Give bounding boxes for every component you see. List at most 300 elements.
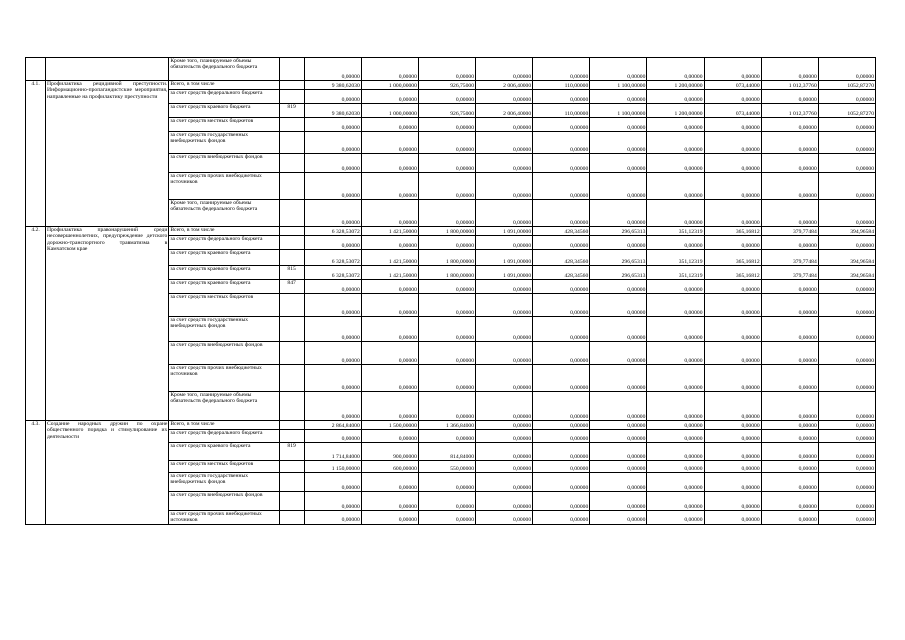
- budget-code: [279, 317, 304, 342]
- amount-year: 0,00000: [647, 58, 704, 81]
- amount-year: 0,00000: [361, 200, 418, 227]
- amount-year: 296,65313: [590, 227, 647, 236]
- amount-total: 0,00000: [304, 236, 361, 250]
- amount-year: 0,00000: [590, 118, 647, 132]
- amount-year: 0,00000: [533, 154, 590, 173]
- amount-total: 0,00000: [304, 511, 361, 525]
- amount-year: 0,00000: [590, 392, 647, 421]
- amount-total: 0,00000: [304, 280, 361, 294]
- amount-year: 0,00000: [476, 392, 533, 421]
- funding-source: Всего, в том числе: [169, 227, 279, 236]
- amount-year: 0,00000: [361, 58, 418, 81]
- amount-year: 0,00000: [418, 365, 475, 392]
- amount-year: 0,00000: [704, 461, 761, 473]
- amount-year: 0,00000: [476, 365, 533, 392]
- amount-year: 0,00000: [476, 342, 533, 365]
- amount-year: 0,00000: [418, 132, 475, 154]
- amount-year: 0,00000: [361, 294, 418, 317]
- amount-year: 0,00000: [533, 90, 590, 104]
- funding-source: Кроме того, планируемые объемы обязательств федерального бюджета: [169, 392, 279, 421]
- amount-year: 1 200,00000: [647, 81, 704, 90]
- amount-year: 296,65313: [590, 250, 647, 266]
- amount-year: 0,00000: [418, 58, 475, 81]
- amount-year: 0,00000: [590, 58, 647, 81]
- amount-year: 0,00000: [818, 132, 875, 154]
- funding-source: Всего, в том числе: [169, 81, 279, 90]
- amount-total: 0,00000: [304, 365, 361, 392]
- amount-year: 0,00000: [704, 90, 761, 104]
- budget-code: [279, 492, 304, 511]
- amount-year: 351,12319: [647, 227, 704, 236]
- amount-year: 0,00000: [590, 317, 647, 342]
- amount-total: 0,00000: [304, 392, 361, 421]
- funding-source: за счет средств федерального бюджета: [169, 236, 279, 250]
- amount-year: 0,00000: [704, 118, 761, 132]
- budget-code: [279, 132, 304, 154]
- amount-year: 0,00000: [818, 236, 875, 250]
- amount-year: 0,00000: [647, 236, 704, 250]
- amount-year: 428,34560: [533, 250, 590, 266]
- budget-code: 815: [279, 266, 304, 280]
- amount-year: 0,00000: [647, 118, 704, 132]
- amount-year: 1 200,00000: [647, 104, 704, 118]
- amount-year: 0,00000: [704, 443, 761, 461]
- amount-total: 0,00000: [304, 473, 361, 492]
- amount-year: 0,00000: [647, 200, 704, 227]
- amount-year: 0,00000: [361, 342, 418, 365]
- amount-year: 0,00000: [761, 173, 818, 200]
- amount-year: 0,00000: [476, 58, 533, 81]
- amount-year: 0,00000: [761, 118, 818, 132]
- amount-year: 0,00000: [704, 132, 761, 154]
- amount-year: 0,00000: [418, 342, 475, 365]
- amount-year: 351,12319: [647, 266, 704, 280]
- amount-year: 0,00000: [704, 421, 761, 430]
- amount-year: 0,00000: [418, 90, 475, 104]
- funding-source: за счет средств внебюджетных фондов: [169, 492, 279, 511]
- amount-year: 0,00000: [647, 492, 704, 511]
- amount-year: 0,00000: [476, 461, 533, 473]
- amount-year: 0,00000: [647, 443, 704, 461]
- amount-year: 0,00000: [418, 430, 475, 443]
- budget-code: 819: [279, 443, 304, 461]
- budget-code: [279, 511, 304, 525]
- amount-year: 0,00000: [761, 443, 818, 461]
- amount-year: 0,00000: [418, 173, 475, 200]
- amount-year: 0,00000: [533, 461, 590, 473]
- amount-year: 0,00000: [590, 511, 647, 525]
- amount-year: 0,00000: [590, 365, 647, 392]
- amount-year: 0,00000: [418, 492, 475, 511]
- amount-year: 0,00000: [761, 421, 818, 430]
- amount-year: 1 100,00000: [590, 81, 647, 90]
- amount-year: 1 800,00000: [418, 250, 475, 266]
- funding-source: за счет средств прочих внебюджетных источников: [169, 365, 279, 392]
- amount-year: 0,00000: [590, 461, 647, 473]
- item-number: 4.3.: [26, 421, 46, 525]
- amount-total: 9 380,62030: [304, 81, 361, 90]
- item-number: [26, 58, 46, 81]
- amount-year: 0,00000: [761, 430, 818, 443]
- amount-year: 0,00000: [818, 511, 875, 525]
- amount-year: 0,00000: [590, 154, 647, 173]
- amount-year: 0,00000: [418, 118, 475, 132]
- amount-year: 1 421,50000: [361, 250, 418, 266]
- funding-source: Всего, в том числе: [169, 421, 279, 430]
- funding-source: за счет средств государственных внебюджетных фондов: [169, 132, 279, 154]
- amount-year: 0,00000: [704, 294, 761, 317]
- amount-year: 0,00000: [761, 200, 818, 227]
- funding-source: за счет средств государственных внебюджетных фондов: [169, 473, 279, 492]
- amount-total: 0,00000: [304, 342, 361, 365]
- funding-source: Кроме того, планируемые объемы обязательств федерального бюджета: [169, 200, 279, 227]
- budget-code: [279, 236, 304, 250]
- amount-year: 0,00000: [418, 200, 475, 227]
- amount-year: 0,00000: [647, 365, 704, 392]
- amount-year: 0,00000: [818, 461, 875, 473]
- amount-year: 0,00000: [647, 132, 704, 154]
- amount-year: 0,00000: [590, 200, 647, 227]
- amount-year: 926,75000: [418, 81, 475, 90]
- funding-source: за счет средств краевого бюджета: [169, 280, 279, 294]
- budget-code: [279, 461, 304, 473]
- amount-total: 0,00000: [304, 294, 361, 317]
- budget-code: 819: [279, 104, 304, 118]
- budget-code: [279, 421, 304, 430]
- amount-year: 0,00000: [476, 430, 533, 443]
- amount-year: 0,00000: [818, 294, 875, 317]
- amount-year: 0,00000: [761, 294, 818, 317]
- amount-year: 0,00000: [704, 236, 761, 250]
- amount-year: 0,00000: [818, 280, 875, 294]
- amount-year: 073,44000: [704, 104, 761, 118]
- amount-year: 0,00000: [761, 511, 818, 525]
- amount-total: 1 714,84000: [304, 443, 361, 461]
- amount-total: 0,00000: [304, 173, 361, 200]
- amount-year: 0,00000: [647, 317, 704, 342]
- amount-year: 428,34560: [533, 266, 590, 280]
- amount-year: 0,00000: [533, 58, 590, 81]
- amount-year: 0,00000: [761, 461, 818, 473]
- table-row: [26, 58, 876, 81]
- amount-year: 0,00000: [533, 443, 590, 461]
- amount-year: 600,00000: [361, 461, 418, 473]
- amount-year: 0,00000: [476, 173, 533, 200]
- amount-year: 0,00000: [361, 154, 418, 173]
- amount-year: 0,00000: [704, 492, 761, 511]
- amount-year: 1 421,50000: [361, 227, 418, 236]
- amount-year: 1 091,00000: [476, 266, 533, 280]
- amount-year: 0,00000: [533, 511, 590, 525]
- budget-code: [279, 58, 304, 81]
- amount-year: 0,00000: [818, 421, 875, 430]
- amount-year: 0,00000: [533, 236, 590, 250]
- amount-year: 0,00000: [476, 118, 533, 132]
- amount-year: 0,00000: [533, 317, 590, 342]
- amount-year: 0,00000: [761, 473, 818, 492]
- amount-year: 0,00000: [590, 342, 647, 365]
- amount-year: 0,00000: [818, 200, 875, 227]
- amount-year: 1 366,84000: [418, 421, 475, 430]
- amount-year: 0,00000: [818, 317, 875, 342]
- amount-year: 0,00000: [818, 342, 875, 365]
- amount-year: 0,00000: [590, 443, 647, 461]
- amount-year: 0,00000: [418, 511, 475, 525]
- amount-year: 0,00000: [476, 317, 533, 342]
- amount-year: 0,00000: [761, 132, 818, 154]
- funding-source: за счет средств государственных внебюджетных фондов: [169, 317, 279, 342]
- amount-year: 1 000,00000: [361, 104, 418, 118]
- amount-year: 0,00000: [761, 58, 818, 81]
- amount-total: 6 328,53072: [304, 250, 361, 266]
- amount-year: 0,00000: [590, 430, 647, 443]
- amount-year: 1 000,00000: [361, 81, 418, 90]
- amount-total: 9 380,62030: [304, 104, 361, 118]
- amount-year: 0,00000: [761, 90, 818, 104]
- amount-year: 0,00000: [818, 58, 875, 81]
- amount-year: 0,00000: [761, 317, 818, 342]
- budget-code: [279, 200, 304, 227]
- amount-year: 0,00000: [590, 90, 647, 104]
- amount-year: 0,00000: [361, 365, 418, 392]
- amount-year: 0,00000: [361, 430, 418, 443]
- item-number: 4.1.: [26, 81, 46, 227]
- amount-year: 0,00000: [647, 342, 704, 365]
- amount-total: 0,00000: [304, 317, 361, 342]
- amount-year: 0,00000: [361, 280, 418, 294]
- table-row: [26, 81, 876, 90]
- amount-year: 0,00000: [704, 342, 761, 365]
- budget-code: [279, 154, 304, 173]
- funding-source: за счет средств местных бюджетов: [169, 118, 279, 132]
- amount-year: 0,00000: [647, 173, 704, 200]
- amount-year: 0,00000: [647, 461, 704, 473]
- amount-year: 0,00000: [761, 154, 818, 173]
- amount-year: 296,65313: [590, 266, 647, 280]
- amount-year: 0,00000: [533, 173, 590, 200]
- amount-total: 1 150,00000: [304, 461, 361, 473]
- amount-year: 0,00000: [476, 90, 533, 104]
- amount-year: 0,00000: [818, 118, 875, 132]
- amount-year: 0,00000: [704, 473, 761, 492]
- budget-code: 847: [279, 280, 304, 294]
- amount-total: 0,00000: [304, 154, 361, 173]
- amount-year: 0,00000: [533, 280, 590, 294]
- amount-year: 0,00000: [818, 365, 875, 392]
- amount-year: 0,00000: [361, 492, 418, 511]
- item-name: [46, 58, 169, 81]
- amount-year: 0,00000: [361, 132, 418, 154]
- amount-year: 0,00000: [704, 200, 761, 227]
- funding-source: за счет средств краевого бюджета: [169, 266, 279, 280]
- amount-year: 0,00000: [704, 392, 761, 421]
- amount-year: 0,00000: [361, 473, 418, 492]
- amount-year: 0,00000: [590, 294, 647, 317]
- amount-year: 0,00000: [418, 280, 475, 294]
- amount-year: 1 500,00000: [361, 421, 418, 430]
- amount-year: 0,00000: [704, 430, 761, 443]
- amount-year: 379,77484: [761, 250, 818, 266]
- amount-year: 0,00000: [818, 392, 875, 421]
- budget-code: [279, 473, 304, 492]
- amount-year: 0,00000: [361, 90, 418, 104]
- amount-year: 0,00000: [476, 492, 533, 511]
- funding-source: за счет средств федерального бюджета: [169, 90, 279, 104]
- amount-year: 0,00000: [590, 173, 647, 200]
- budget-code: [279, 90, 304, 104]
- amount-year: 0,00000: [590, 236, 647, 250]
- funding-source: за счет средств федерального бюджета: [169, 430, 279, 443]
- amount-year: 1 100,00000: [590, 104, 647, 118]
- amount-year: 110,00000: [533, 104, 590, 118]
- amount-year: 0,00000: [761, 392, 818, 421]
- amount-year: 0,00000: [761, 342, 818, 365]
- item-name: Профилактика правонарушений среди несовершеннолетних, предупреждение детского дорожно-транспортного травматизма в Камчатском крае: [46, 227, 169, 421]
- budget-code: [279, 392, 304, 421]
- amount-year: 394,96584: [818, 250, 875, 266]
- budget-code: [279, 430, 304, 443]
- amount-year: 0,00000: [818, 90, 875, 104]
- funding-source: за счет средств местных бюджетов: [169, 294, 279, 317]
- amount-year: 0,00000: [533, 132, 590, 154]
- amount-year: 0,00000: [590, 280, 647, 294]
- amount-year: 0,00000: [361, 392, 418, 421]
- amount-year: 0,00000: [476, 473, 533, 492]
- amount-year: 0,00000: [476, 132, 533, 154]
- amount-year: 0,00000: [704, 511, 761, 525]
- amount-year: 0,00000: [818, 492, 875, 511]
- amount-year: 2 006,40000: [476, 104, 533, 118]
- amount-year: 0,00000: [761, 365, 818, 392]
- amount-year: 0,00000: [704, 280, 761, 294]
- amount-total: 0,00000: [304, 132, 361, 154]
- amount-year: 0,00000: [533, 473, 590, 492]
- amount-year: 550,00000: [418, 461, 475, 473]
- amount-year: 0,00000: [761, 280, 818, 294]
- amount-year: 1 091,00000: [476, 250, 533, 266]
- amount-year: 0,00000: [533, 365, 590, 392]
- budget-table-body: [26, 58, 876, 525]
- amount-year: 0,00000: [361, 511, 418, 525]
- amount-year: 0,00000: [761, 236, 818, 250]
- amount-year: 0,00000: [647, 473, 704, 492]
- amount-year: 1052,87270: [818, 81, 875, 90]
- amount-year: 0,00000: [361, 236, 418, 250]
- amount-total: 0,00000: [304, 200, 361, 227]
- funding-source: за счет средств внебюджетных фондов: [169, 342, 279, 365]
- amount-year: 0,00000: [647, 294, 704, 317]
- budget-code: [279, 294, 304, 317]
- amount-year: 0,00000: [647, 421, 704, 430]
- amount-year: 0,00000: [361, 173, 418, 200]
- amount-year: 0,00000: [647, 392, 704, 421]
- amount-year: 0,00000: [476, 236, 533, 250]
- amount-year: 0,00000: [476, 421, 533, 430]
- amount-year: 0,00000: [533, 392, 590, 421]
- amount-year: 0,00000: [476, 294, 533, 317]
- budget-code: [279, 342, 304, 365]
- amount-year: 0,00000: [418, 473, 475, 492]
- funding-source: за счет средств прочих внебюджетных источников: [169, 173, 279, 200]
- amount-year: 394,96584: [818, 266, 875, 280]
- funding-source: за счет средств краевого бюджета: [169, 443, 279, 461]
- amount-year: 0,00000: [590, 473, 647, 492]
- amount-year: 110,00000: [533, 81, 590, 90]
- amount-year: 0,00000: [704, 154, 761, 173]
- amount-total: 6 328,53072: [304, 227, 361, 236]
- amount-year: 0,00000: [533, 294, 590, 317]
- item-number: 4.2.: [26, 227, 46, 421]
- amount-year: 0,00000: [647, 154, 704, 173]
- amount-year: 0,00000: [590, 492, 647, 511]
- amount-year: 0,00000: [476, 280, 533, 294]
- amount-year: 0,00000: [476, 443, 533, 461]
- amount-year: 0,00000: [476, 200, 533, 227]
- amount-year: 0,00000: [590, 132, 647, 154]
- amount-year: 365,16812: [704, 250, 761, 266]
- amount-year: 0,00000: [647, 280, 704, 294]
- amount-year: 365,16812: [704, 266, 761, 280]
- funding-source: за счет средств краевого бюджета: [169, 104, 279, 118]
- amount-year: 0,00000: [818, 430, 875, 443]
- amount-year: 0,00000: [704, 173, 761, 200]
- amount-year: 379,77484: [761, 227, 818, 236]
- amount-year: 0,00000: [533, 430, 590, 443]
- amount-year: 428,34560: [533, 227, 590, 236]
- funding-source: за счет средств внебюджетных фондов: [169, 154, 279, 173]
- amount-year: 351,12319: [647, 250, 704, 266]
- amount-total: 0,00000: [304, 118, 361, 132]
- amount-total: 6 328,53072: [304, 266, 361, 280]
- budget-code: [279, 365, 304, 392]
- amount-year: 0,00000: [418, 154, 475, 173]
- budget-code: [279, 118, 304, 132]
- amount-total: 2 864,84000: [304, 421, 361, 430]
- amount-year: 0,00000: [533, 492, 590, 511]
- amount-year: 0,00000: [533, 200, 590, 227]
- amount-year: 1 800,00000: [418, 266, 475, 280]
- amount-total: 0,00000: [304, 492, 361, 511]
- amount-year: 0,00000: [418, 392, 475, 421]
- amount-year: 0,00000: [533, 118, 590, 132]
- amount-year: 0,00000: [533, 342, 590, 365]
- funding-source: Кроме того, планируемые объемы обязательств федерального бюджета: [169, 58, 279, 81]
- amount-year: 926,75000: [418, 104, 475, 118]
- amount-year: 0,00000: [818, 443, 875, 461]
- amount-year: 900,00000: [361, 443, 418, 461]
- amount-year: 1 800,00000: [418, 227, 475, 236]
- amount-year: 0,00000: [647, 511, 704, 525]
- funding-source: за счет средств прочих внебюджетных источников: [169, 511, 279, 525]
- table-row: [26, 227, 876, 236]
- table-row: [26, 421, 876, 430]
- amount-year: 0,00000: [590, 421, 647, 430]
- amount-year: 0,00000: [761, 492, 818, 511]
- funding-source: за счет средств местных бюджетов: [169, 461, 279, 473]
- amount-total: 0,00000: [304, 90, 361, 104]
- amount-total: 0,00000: [304, 58, 361, 81]
- budget-code: [279, 227, 304, 236]
- amount-year: 0,00000: [818, 154, 875, 173]
- amount-year: 0,00000: [476, 511, 533, 525]
- amount-year: 0,00000: [418, 236, 475, 250]
- amount-year: 1052,87270: [818, 104, 875, 118]
- amount-year: 0,00000: [361, 118, 418, 132]
- budget-code: [279, 250, 304, 266]
- amount-year: 0,00000: [704, 58, 761, 81]
- amount-year: 0,00000: [533, 421, 590, 430]
- amount-year: 1 421,50000: [361, 266, 418, 280]
